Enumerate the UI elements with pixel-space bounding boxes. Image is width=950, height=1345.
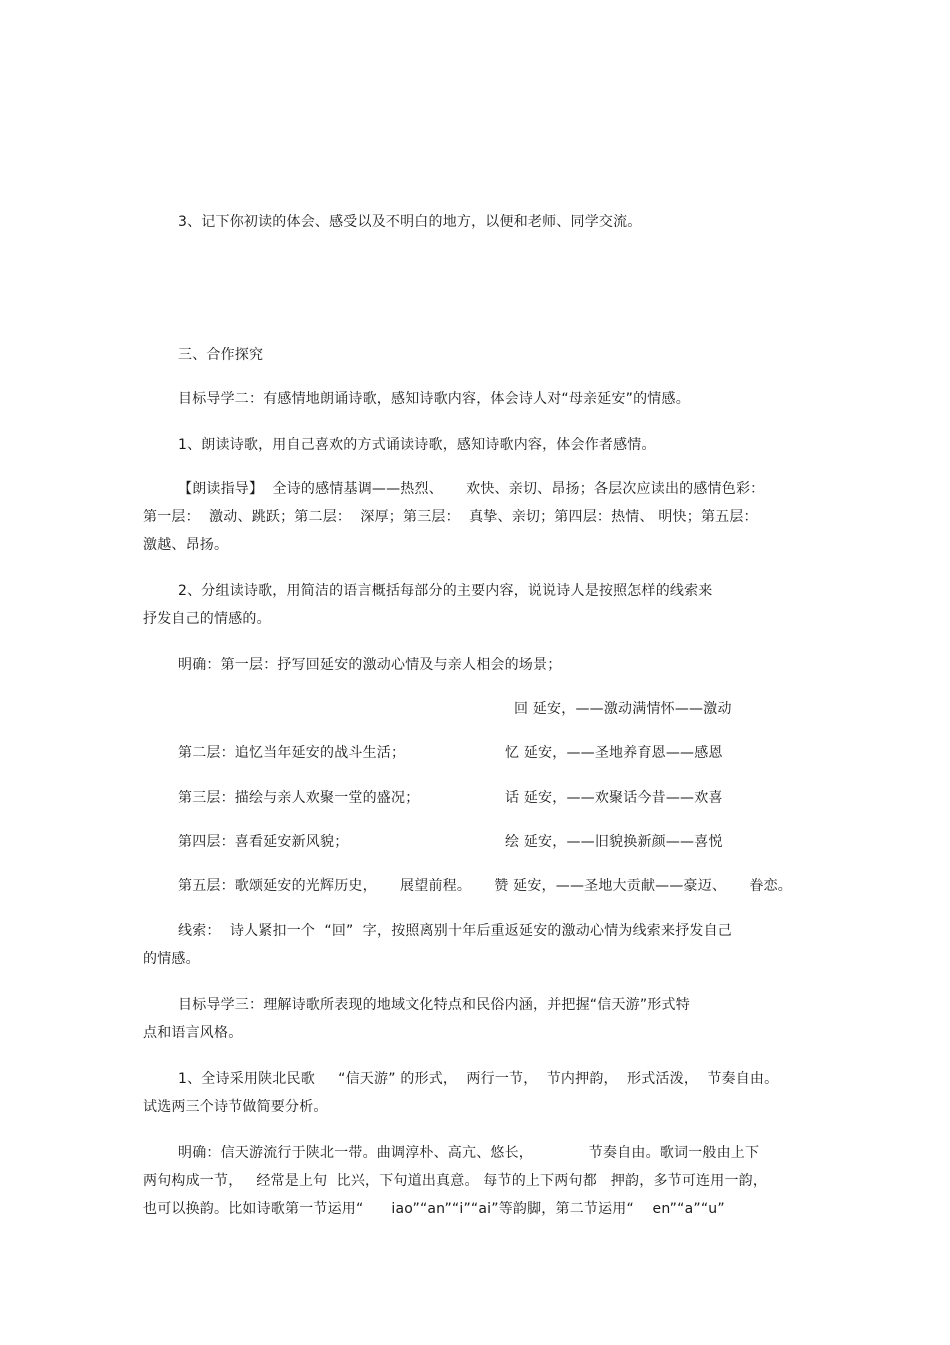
layer-2-summary: 忆 延安，——圣地养育恩——感恩 — [505, 745, 723, 761]
layer-4-summary: 绘 延安，——旧貌换新颜——喜悦 — [505, 834, 723, 850]
goal-3-task-1-line-1: 1、全诗采用陕北民歌 “信天游” 的形式， 两行一节， 节内押韵， 形式活泼， 节奏自由。 — [178, 1071, 779, 1087]
layer-1-summary: 回 延安，——激动满情怀——激动 — [514, 701, 732, 717]
answer-layer-1: 明确：第一层：抒写回延安的激动心情及与亲人相会的场景； — [178, 657, 562, 673]
goal-3-heading-line-2: 点和语言风格。 — [143, 1025, 243, 1041]
clue-line-1: 线索： 诗人紧扣一个 “回” 字，按照离别十年后重返延安的激动心情为线索来抒发自己 — [178, 923, 733, 939]
instruction-item-3: 3、记下你初读的体会、感受以及不明白的地方，以便和老师、同学交流。 — [178, 214, 642, 230]
clue-line-2: 的情感。 — [143, 951, 200, 967]
goal-3-task-1-line-2: 试选两三个诗节做简要分析。 — [143, 1099, 328, 1115]
answer-layer-2: 第二层：追忆当年延安的战斗生活； — [178, 745, 406, 761]
answer-layer-5: 第五层：歌颂延安的光辉历史， 展望前程。 赞 延安，——圣地大贡献——豪迈、 眷恋。 — [178, 878, 793, 894]
goal-2-task-2-line-1: 2、分组读诗歌，用简洁的语言概括每部分的主要内容，说说诗人是按照怎样的线索来 — [178, 583, 713, 599]
section-heading: 三、合作探究 — [178, 347, 264, 363]
answer-layer-4: 第四层：喜看延安新风貌； — [178, 834, 349, 850]
goal-3-answer-line-3: 也可以换韵。比如诗歌第一节运用“ iao”“an”“i”“ai”等韵脚，第二节运用“ en”“a”“u” — [143, 1201, 725, 1217]
reading-guide-line-3: 激越、昂扬。 — [143, 537, 229, 553]
answer-layer-3: 第三层：描绘与亲人欢聚一堂的盛况； — [178, 790, 420, 806]
goal-2-task-2-line-2: 抒发自己的情感的。 — [143, 611, 271, 627]
goal-3-answer-line-1: 明确：信天游流行于陕北一带。曲调淳朴、高亢、悠长， 节奏自由。歌词一般由上下 — [178, 1145, 760, 1161]
goal-2-heading: 目标导学二：有感情地朗诵诗歌，感知诗歌内容，体会诗人对“母亲延安”的情感。 — [178, 391, 690, 407]
goal-2-task-1: 1、朗读诗歌，用自己喜欢的方式诵读诗歌，感知诗歌内容，体会作者感情。 — [178, 437, 656, 453]
reading-guide-line-1: 【朗读指导】 全诗的感情基调——热烈、 欢快、亲切、昂扬；各层次应读出的感情色彩： — [178, 481, 765, 497]
goal-3-heading-line-1: 目标导学三：理解诗歌所表现的地域文化特点和民俗内涵，并把握“信天游”形式特 — [178, 997, 690, 1013]
layer-3-summary: 话 延安，——欢聚话今昔——欢喜 — [505, 790, 723, 806]
goal-3-answer-line-2: 两句构成一节， 经常是上句 比兴，下句道出真意。 每节的上下两句都 押韵，多节可连用一韵， — [143, 1173, 768, 1189]
reading-guide-line-2: 第一层： 激动、跳跃；第二层： 深厚；第三层： 真挚、亲切；第四层：热情、 明快；第五层： — [143, 509, 758, 525]
